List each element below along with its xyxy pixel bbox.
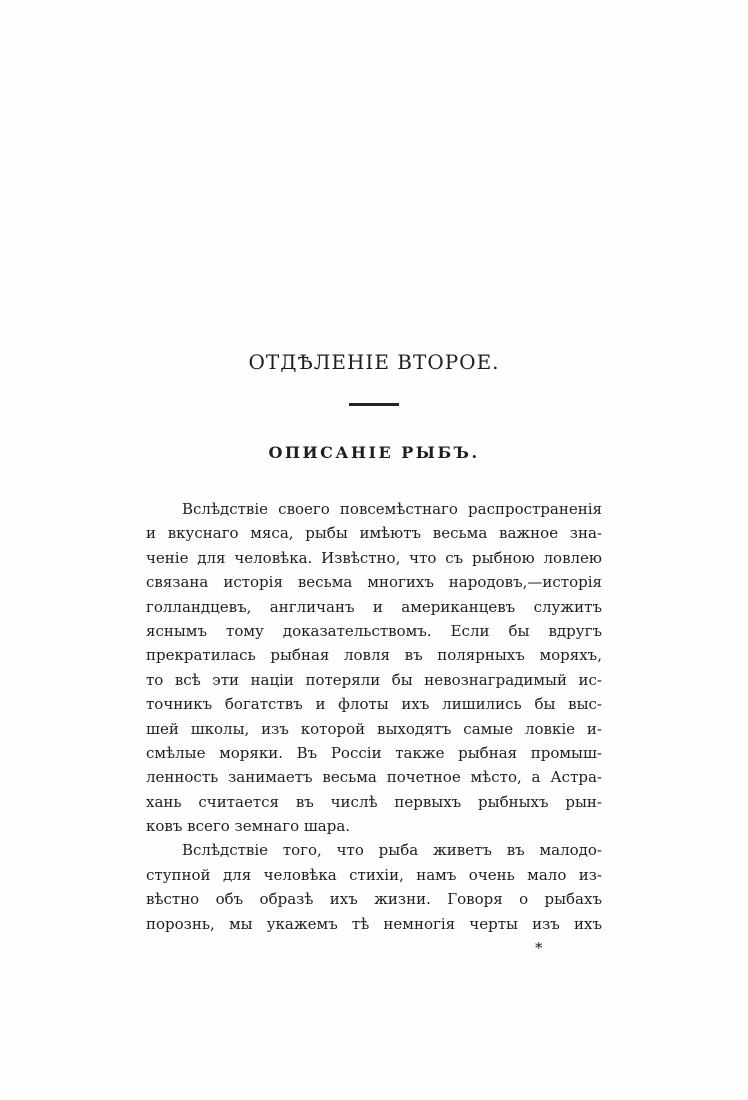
text-line: и вкуснаго мяса, рыбы имѣютъ весьма важное зна-	[146, 524, 602, 543]
text-line: ленность занимаетъ весьма почетное мѣсто, а Астра-	[146, 768, 602, 787]
text-line: прекратилась рыбная ловля въ полярныхъ моряхъ,	[146, 646, 602, 665]
text-line: ковъ всего земнаго шара.	[146, 817, 351, 836]
page-content	[146, 0, 602, 957]
text-line: Вслѣдствіе своего повсемѣстнаго распространенія	[182, 500, 602, 518]
text-line: точникъ богатствъ и флоты ихъ лишились бы выс-	[146, 695, 602, 714]
chapter-heading: ОПИСАНІЕ РЫБЪ.	[268, 443, 480, 462]
text-line: ступной для человѣка стихіи, намъ очень мало из-	[146, 865, 602, 884]
text-line: голландцевъ, англичанъ и американцевъ служитъ	[146, 597, 602, 616]
signature-row	[146, 939, 602, 957]
text-line: ченіе для человѣка. Извѣстно, что съ рыбною ловлею	[146, 548, 602, 567]
section-divider-rule	[349, 403, 399, 406]
text-line: то всѣ эти націи потеряли бы невознаградимый ис-	[146, 670, 602, 689]
text-line: шей школы, изъ которой выходятъ самые ловкіе и-	[146, 719, 602, 738]
text-line: яснымъ тому доказательствомъ. Если бы вдругъ	[146, 621, 602, 640]
text-line: вѣстно объ образѣ ихъ жизни. Говоря о рыбахъ	[146, 890, 602, 909]
section-heading: ОТДѢЛЕНІЕ ВТОРОЕ.	[248, 350, 500, 374]
text-line: хань считается въ числѣ первыхъ рыбныхъ рын-	[146, 792, 602, 811]
body-text	[146, 497, 602, 936]
text-line: Вслѣдствіе того, что рыба живетъ въ малодо-	[182, 841, 602, 860]
text-line: смѣлые моряки. Въ Россіи также рыбная промыш-	[146, 743, 602, 762]
signature-asterisk-mark: *	[535, 939, 543, 958]
text-line: связана исторія весьма многихъ народовъ,—исторія	[146, 573, 602, 592]
text-line: порознь, мы укажемъ тѣ немногія черты изъ ихъ	[146, 914, 602, 933]
